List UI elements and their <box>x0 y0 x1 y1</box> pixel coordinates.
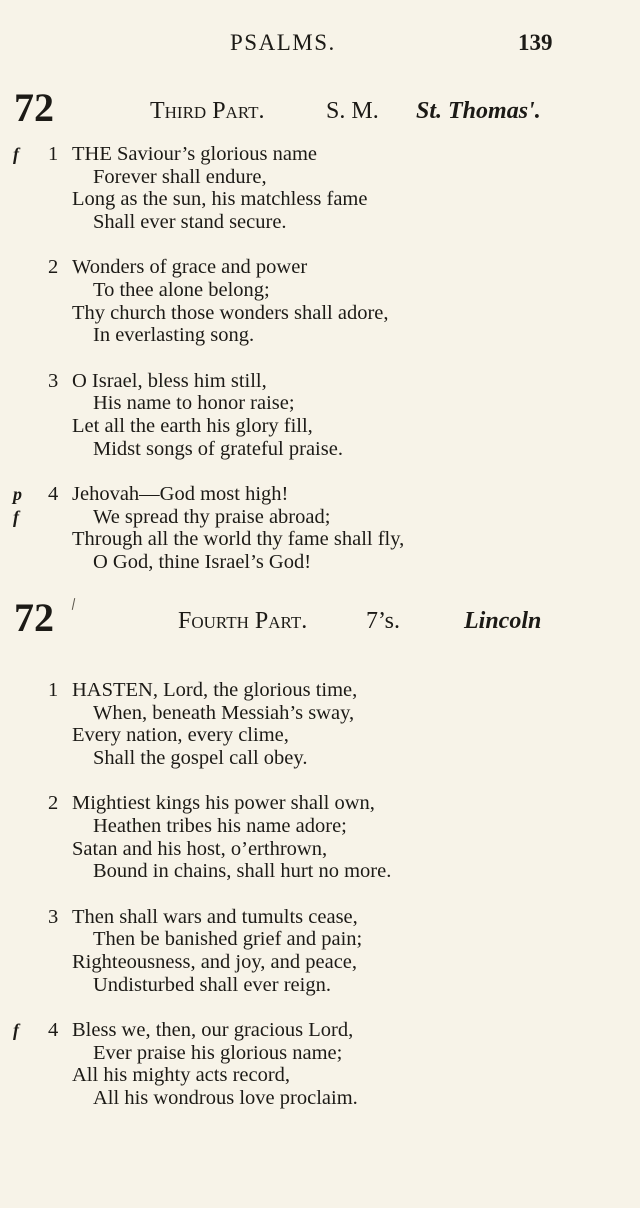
stanza-line <box>0 324 640 347</box>
stanza-line <box>0 1064 640 1087</box>
stanza <box>0 256 640 346</box>
verse-number: 1 <box>48 679 59 701</box>
dynamic-marking: f <box>13 1020 19 1041</box>
stanza-line <box>0 815 640 838</box>
stanza <box>0 143 640 233</box>
hymn-heading <box>0 86 640 136</box>
tune-name: Lincoln <box>464 608 542 634</box>
stanza <box>0 679 640 769</box>
stanza-line <box>0 188 640 211</box>
hymn-third-part <box>0 86 640 597</box>
line-text: All his wondrous love proclaim. <box>93 1086 358 1109</box>
line-text: Satan and his host, o’erthrown, <box>72 837 328 860</box>
stanza-line <box>0 724 640 747</box>
hymn-heading <box>0 596 640 646</box>
stanza-line <box>0 747 640 770</box>
hymn-fourth-part <box>0 596 640 1133</box>
line-text: Mightiest kings his power shall own, <box>72 792 375 815</box>
stanza-line <box>0 951 640 974</box>
stanza <box>0 906 640 996</box>
line-text: Long as the sun, his matchless fame <box>72 188 368 211</box>
stanza-line <box>0 974 640 997</box>
line-text: Forever shall endure, <box>93 165 267 188</box>
meter: S. M. <box>326 98 379 124</box>
stanza-line <box>0 551 640 574</box>
tune-name: St. Thomas'. <box>416 98 541 124</box>
stanza-line <box>0 483 640 506</box>
stanza-line <box>0 860 640 883</box>
stanza-line <box>0 302 640 325</box>
stanza-line <box>0 528 640 551</box>
hymn-number: 72 <box>14 85 54 130</box>
line-text: Then shall wars and tumults cease, <box>72 905 358 928</box>
stanza <box>0 792 640 882</box>
stanza-line <box>0 166 640 189</box>
line-text: O Israel, bless him still, <box>72 369 267 392</box>
stanza-line <box>0 838 640 861</box>
line-text: His name to honor raise; <box>93 392 295 415</box>
line-text: O God, thine Israel’s God! <box>93 550 312 573</box>
stanza-line <box>0 792 640 815</box>
line-text: Through all the world thy fame shall fly, <box>72 528 405 551</box>
stanza-line <box>0 392 640 415</box>
meter: 7’s. <box>366 608 401 634</box>
line-text: HASTEN, Lord, the glorious time, <box>72 679 358 701</box>
stanza <box>0 483 640 573</box>
verse-number: 1 <box>48 143 59 165</box>
verse-number: 3 <box>48 905 59 928</box>
line-text: Wonders of grace and power <box>72 256 308 279</box>
line-text: Let all the earth his glory fill, <box>72 414 313 437</box>
page-number: 139 <box>518 30 553 55</box>
line-text: To thee alone belong; <box>93 278 270 301</box>
part-label: Fourth Part. <box>178 608 308 634</box>
stanza <box>0 1019 640 1109</box>
line-text: Then be banished grief and pain; <box>93 928 363 951</box>
line-text: Thy church those wonders shall adore, <box>72 301 389 324</box>
line-text: THE Saviour’s glorious name <box>72 143 318 165</box>
stanza-line <box>0 279 640 302</box>
stanza-line <box>0 506 640 529</box>
line-text: Shall the gospel call obey. <box>93 746 308 769</box>
line-text: Midst songs of grateful praise. <box>93 437 343 460</box>
stanza-line <box>0 415 640 438</box>
verse-number: 4 <box>48 1019 59 1042</box>
stanza <box>0 370 640 460</box>
stanza-line <box>0 438 640 461</box>
line-text: Every nation, every clime, <box>72 724 289 747</box>
line-text: Shall ever stand secure. <box>93 210 287 233</box>
line-text: Heathen tribes his name adore; <box>93 814 347 837</box>
line-text: Bless we, then, our gracious Lord, <box>72 1019 354 1042</box>
stanza-line <box>0 679 640 702</box>
line-text: Jehovah—God most high! <box>72 483 289 506</box>
stanza-line <box>0 1019 640 1042</box>
stanza-line <box>0 702 640 725</box>
dynamic-marking: f <box>13 506 19 527</box>
part-label: Third Part. <box>150 98 265 124</box>
line-text: Righteousness, and joy, and peace, <box>72 950 358 973</box>
stanza-line <box>0 1087 640 1110</box>
line-text: We spread thy praise abroad; <box>93 505 331 528</box>
stanza-line <box>0 928 640 951</box>
page-header <box>0 30 640 60</box>
line-text: Undisturbed shall ever reign. <box>93 973 331 996</box>
stanza-line <box>0 1042 640 1065</box>
stanza-line <box>0 256 640 279</box>
line-text: All his mighty acts record, <box>72 1064 291 1087</box>
line-text: Bound in chains, shall hurt no more. <box>93 860 392 883</box>
stanza-line <box>0 211 640 234</box>
dynamic-marking: p <box>13 484 22 505</box>
dynamic-marking: f <box>13 144 19 164</box>
stanza-line <box>0 906 640 929</box>
stanza-line <box>0 370 640 393</box>
hymn-number: 72 <box>14 595 54 640</box>
line-text: In everlasting song. <box>93 324 255 347</box>
line-text: Ever praise his glorious name; <box>93 1041 343 1064</box>
verse-number: 4 <box>48 483 59 506</box>
verse-number: 2 <box>48 792 59 815</box>
running-title: PSALMS. <box>230 30 336 55</box>
line-text: When, beneath Messiah’s sway, <box>93 701 355 724</box>
verse-number: 2 <box>48 256 59 279</box>
verse-number: 3 <box>48 369 59 392</box>
stanza-line <box>0 143 640 166</box>
